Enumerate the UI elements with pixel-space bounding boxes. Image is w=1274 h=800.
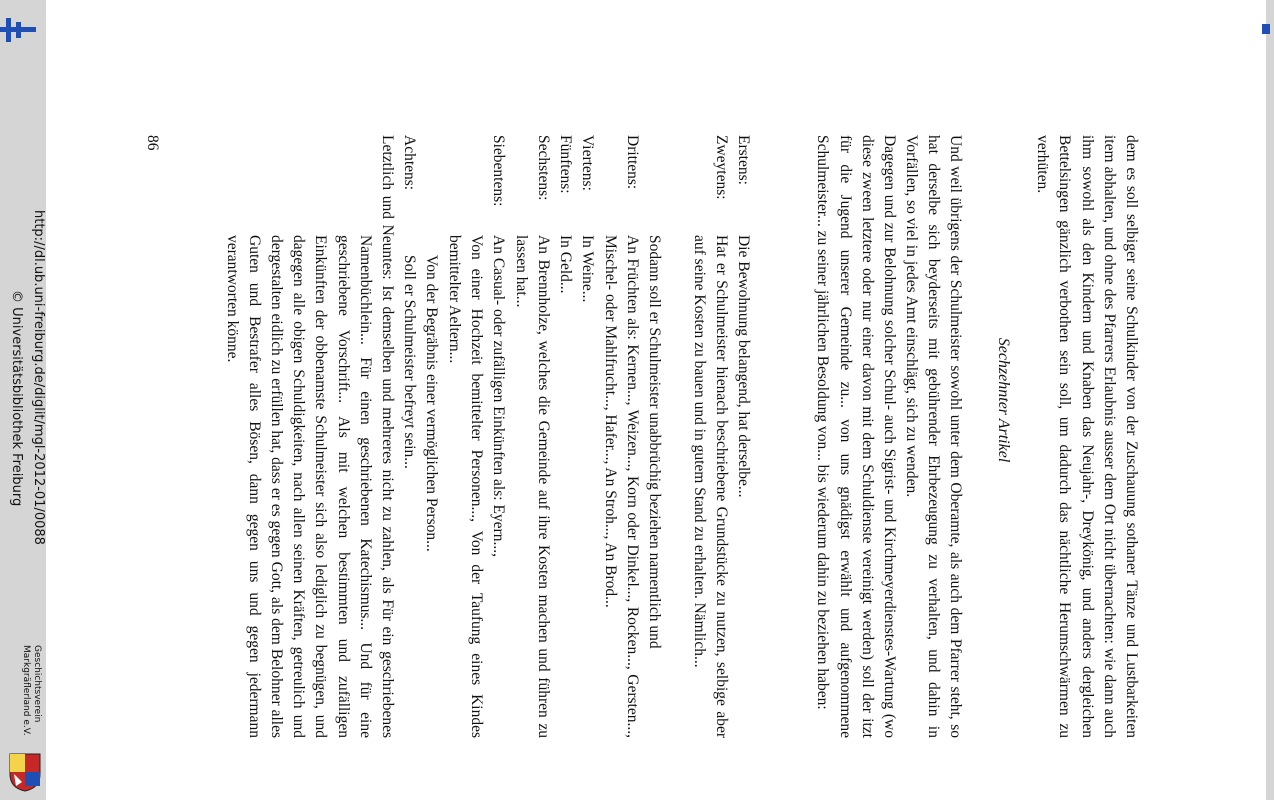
body-paragraph-1: Und weil übrigens der Schulmeister sowohl unter dem Oberamte, als auch dem Pfarrer steht, so hat derselbe sich beyderseits mit gebührender Ehrbezeugung zu verhalten, und dahin in Vorfällen, so viel in jedes Amt einschlägt, sich zu wenden. — [902, 135, 964, 738]
list-item-siebentens: Siebentens: An Casual- oder zufälligen Einkünften als: Eyern..., — [490, 135, 507, 557]
body-paragraph-2: Dagegen und zur Belohnung solcher Schul- auch Sigrist- und Kirchmeyerdienstes-Wartung (wo diese zween letztere oder nur einer davon mit dem Schuldienste vereinigt werden) soll der itzt für die Jugend unserer Gemeinde zu... von uns gnädigst erwählt und aufgenommene Schulmeister... zu seiner jährlichen Besoldung von... bis wiederum dahin zu beziehen haben: — [814, 135, 898, 738]
list-item-erstens: Erstens:Die Bewohnung belangend, hat derselbe... — [735, 135, 752, 498]
copyright-notice: © Universitätsbibliothek Freiburg — [9, 290, 24, 507]
intro-paragraph: dem es soll selbiger seine Schulkinder von der Zuschauung sothaner Tänze und Lustbarkeiten item abhalten, und ohne des Pfarrers Erlaubnis ausser dem Ort nicht übernachten: wie dann auch ihm sowohl als den Kindern und Knaben das Neujahr-, Dreykönig, und anders dergleichen Bettelsingen gänzlich verbothen sein soll, um dadurch das nächtliche Herumschwärmen zu verhüten. — [1034, 135, 1140, 738]
list-item-sechstens: Sechstens: An Brennholze, welches die Gemeinde auf ihre Kosten machen und führen zu lassen hat... — [512, 135, 552, 738]
society-name-line2: Markgräflerland e.V. — [21, 645, 31, 736]
list-item-drittens: Drittens: An Früchten als: Kernen..., Weizen..., Korn oder Dinkel..., Rocken..., Gersten..., Mischel- oder Mahlfrucht..., Hafer..., An Stroh..., An Brod... — [601, 135, 641, 738]
list-item-achtens: Achtens:Soll er Schulmeister befreyt sein... — [401, 135, 418, 469]
list-item-siebentens-cont2: Von der Begräbnis einer vermöglichen Person... — [423, 255, 440, 552]
list-item-zweytens: Zweytens: Hat er Schulmeister hienach beschriebene Grundstücke zu nutzen, selbige aber auf seine Kosten zu bauen und in gutem Stand zu erhalten. Nämlich... — [690, 135, 730, 738]
page-number: 86 — [144, 135, 161, 151]
society-name-line1: Geschichtsverein — [32, 645, 42, 723]
list-item-viertens: Viertens:In Weine... — [579, 135, 596, 303]
source-url[interactable]: http://dl.ub.uni-freiburg.de/diglit/mgl-2012-01/0088 — [31, 210, 46, 545]
list-item-fuenftens: Fünftens:In Geld... — [557, 135, 574, 294]
section-heading: Sechzehnter Artikel — [995, 337, 1012, 463]
list-item-zweytens-cont: Sodann soll er Schulmeister unabbrüchig beziehen namentlich und — [646, 235, 663, 649]
list-item-siebentens-cont: Von einer Hochzeit bemittelter Personen..., Von der Taufung eines Kindes bemittelter Aeltern... — [445, 235, 485, 738]
closing-paragraph: Letztlich und Neuntes: Ist demselben und mehreres nicht zu zahlen, als Für ein geschriebenes Namenbüchlein... Für einen geschriebenen Katechismus... Und für eine geschriebene Vorschrift... Als mit welchen bestimmten und zufälligen Einkünften der obbenamste Schulmeister sich also lediglich zu begnügen, und dagegen alle obigen Schuldigkeiten, nach allen seinen Kräften, getreulich und dergestalten eidlich zu erfüllen hat, dass er es gegen Gott, als dem Belohner alles Guten und Bestrafer alles Bösen, dann gegen uns und gegen jedermann verantworten könne. — [223, 135, 396, 738]
